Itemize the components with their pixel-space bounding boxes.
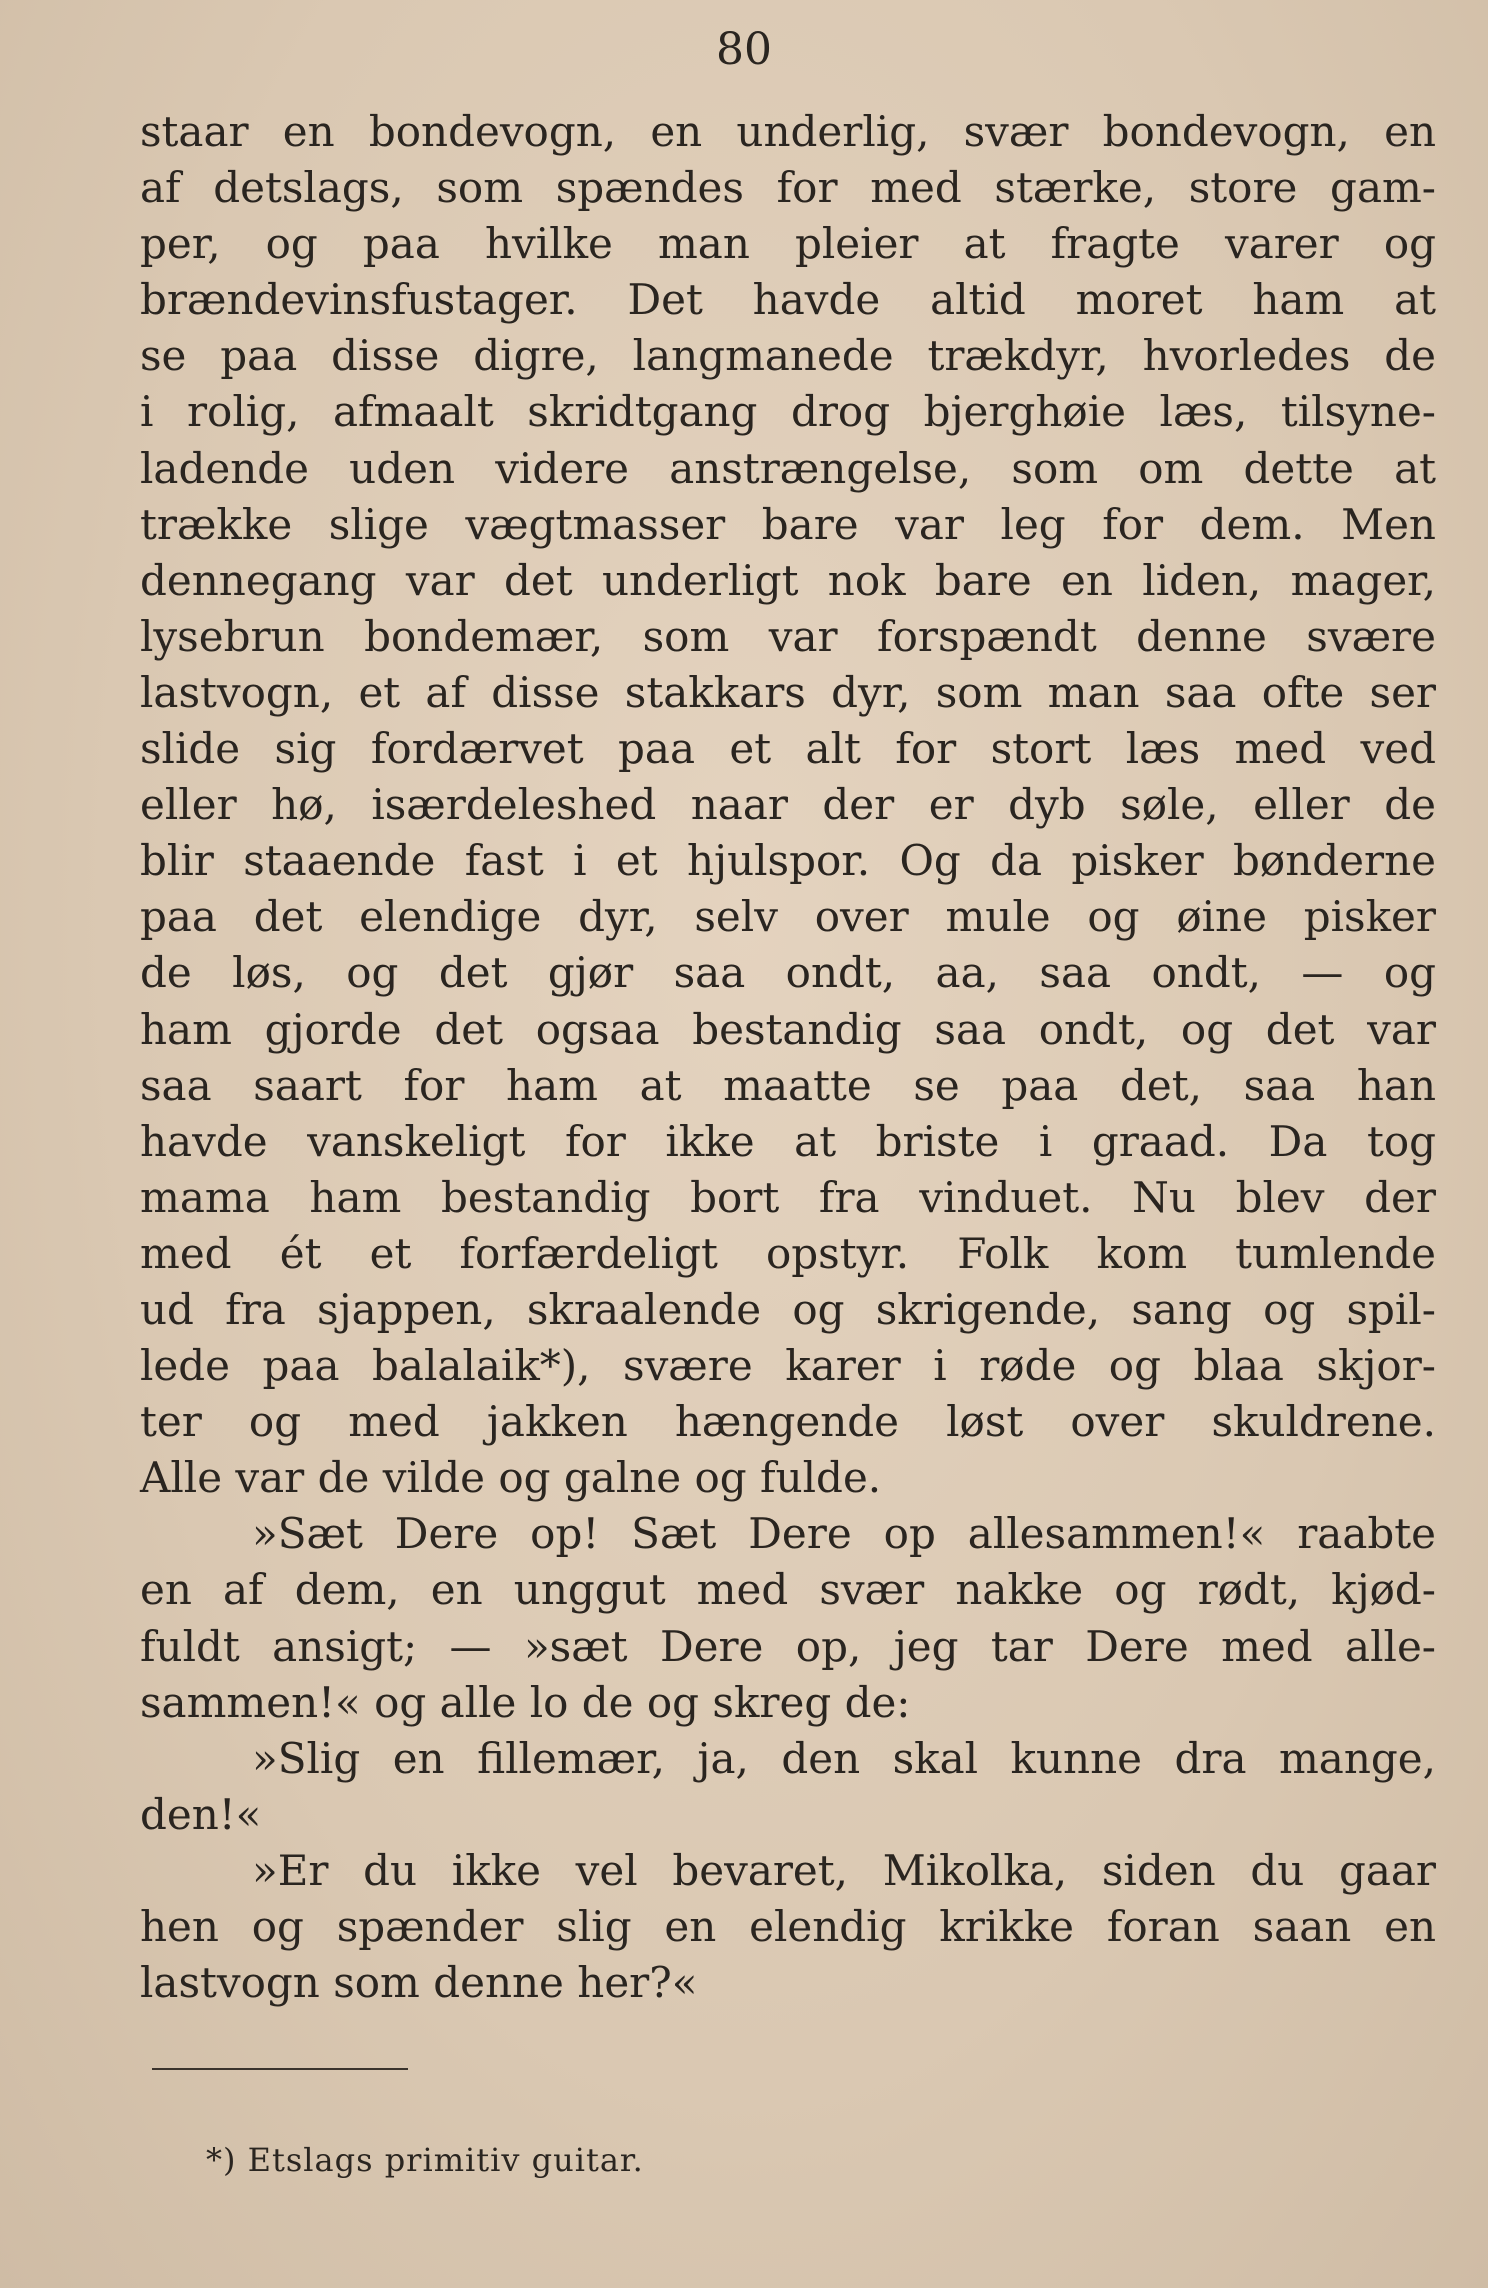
text-line: fuldt ansigt; — »sæt Dere op, jeg tar Dere med alle-: [140, 1621, 1436, 1671]
text-line: dennegang var det underligt nok bare en liden, mager,: [140, 555, 1436, 605]
text-line: med ét et forfærdeligt opstyr. Folk kom tumlende: [140, 1228, 1436, 1278]
page-number: 80: [716, 24, 772, 75]
text-line: staar en bondevogn, en underlig, svær bondevogn, en: [140, 107, 1436, 156]
text-line: se paa disse digre, langmanede trækdyr, hvorledes de: [140, 331, 1436, 381]
text-line: havde vanskeligt for ikke at briste i graad. Da tog: [140, 1116, 1436, 1166]
text-line: mama ham bestandig bort fra vinduet. Nu blev der: [140, 1172, 1436, 1222]
text-line: ter og med jakken hængende løst over skuldrene.: [140, 1397, 1436, 1447]
text-line: en af dem, en unggut med svær nakke og rødt, kjød-: [140, 1565, 1436, 1615]
text-line: paa det elendige dyr, selv over mule og øine pisker: [140, 892, 1436, 942]
text-line: af detslags, som spændes for med stærke, store gam-: [140, 163, 1436, 213]
text-line-paragraph-start: »Slig en fillemær, ja, den skal kunne dra mange,: [252, 1733, 1436, 1783]
text-line-paragraph-end: sammen!« og alle lo de og skreg de:: [140, 1677, 911, 1727]
text-line: hen og spænder slig en elendig krikke foran saan en: [140, 1902, 1436, 1951]
text-line: blir staaende fast i et hjulspor. Og da pisker bønderne: [140, 836, 1436, 886]
text-line: lastvogn, et af disse stakkars dyr, som man saa ofte ser: [140, 667, 1436, 717]
text-line-paragraph-end: den!«: [140, 1789, 262, 1839]
text-line: saa saart for ham at maatte se paa det, saa han: [140, 1060, 1436, 1110]
text-line-paragraph-end: Alle var de vilde og galne og fulde.: [140, 1453, 882, 1503]
text-line: eller hø, isærdeleshed naar der er dyb søle, eller de: [140, 780, 1436, 830]
text-line: ham gjorde det ogsaa bestandig saa ondt, og det var: [140, 1004, 1436, 1054]
text-line-paragraph-start: »Sæt Dere op! Sæt Dere op allesammen!« raabte: [252, 1509, 1436, 1559]
text-line-paragraph-end: lastvogn som denne her?«: [140, 1958, 698, 2008]
body-text: [140, 104, 1436, 2011]
text-line: de løs, og det gjør saa ondt, aa, saa ondt, — og: [140, 948, 1436, 998]
footnote: *) Etslags primitiv guitar.: [206, 2141, 644, 2179]
text-line: brændevinsfustager. Det havde altid moret ham at: [140, 275, 1436, 325]
text-line: slide sig fordærvet paa et alt for stort læs med ved: [140, 724, 1436, 774]
text-line: lysebrun bondemær, som var forspændt denne svære: [140, 611, 1436, 661]
text-line: lede paa balalaik*), svære karer i røde og blaa skjor-: [140, 1341, 1436, 1391]
text-line: per, og paa hvilke man pleier at fragte varer og: [140, 219, 1436, 269]
text-line: ladende uden videre anstrængelse, som om dette at: [140, 443, 1436, 493]
text-line: i rolig, afmaalt skridtgang drog bjerghøie læs, tilsyne-: [140, 387, 1436, 437]
text-line: ud fra sjappen, skraalende og skrigende, sang og spil-: [140, 1284, 1436, 1334]
text-line: trække slige vægtmasser bare var leg for dem. Men: [140, 499, 1436, 549]
footnote-divider: [152, 2068, 408, 2070]
text-line-paragraph-start: »Er du ikke vel bevaret, Mikolka, siden du gaar: [252, 1845, 1436, 1895]
